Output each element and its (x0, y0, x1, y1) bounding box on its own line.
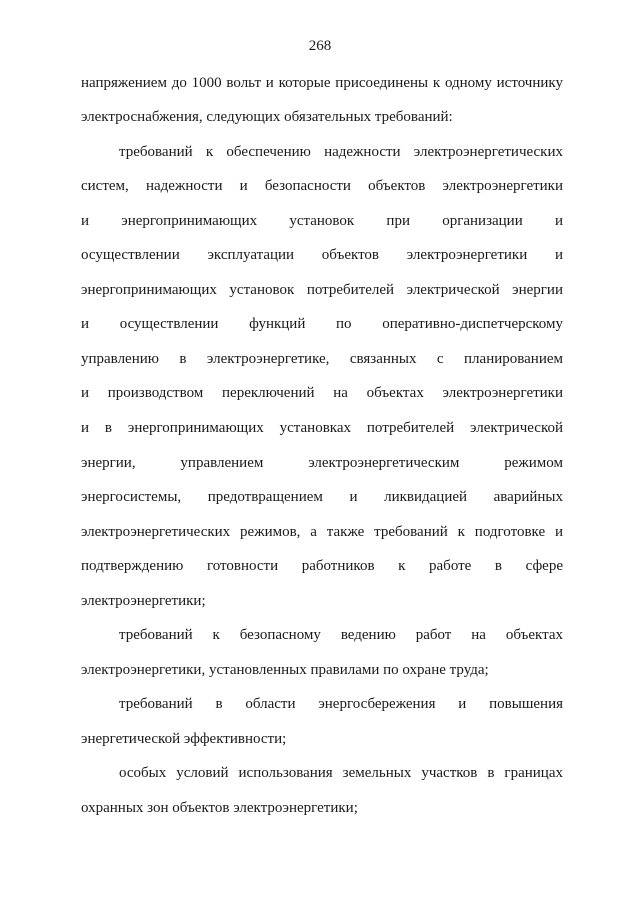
text-line: управлению в электроэнергетике, связанных с планированием (81, 351, 563, 367)
text-line: электроснабжения, следующих обязательных требований: (81, 109, 453, 125)
text-line: электроэнергетики, установленных правилами по охране труда; (81, 662, 489, 678)
text-line: энергетической эффективности; (81, 731, 287, 747)
text-line: электроэнергетики; (81, 593, 206, 609)
text-line: и в энергопринимающих установках потребителей электрической (81, 420, 563, 436)
page-number: 268 (308, 38, 332, 54)
text-line: и производством переключений на объектах электроэнергетики (81, 385, 563, 401)
text-line: энергии, управлением электроэнергетическим режимом (81, 455, 563, 471)
text-line: охранных зон объектов электроэнергетики; (81, 800, 358, 816)
text-line: подтверждению готовности работников к работе в сфере (81, 558, 563, 574)
text-line: особых условий использования земельных участков в границах (119, 765, 563, 781)
text-line: требований к обеспечению надежности электроэнергетических (119, 144, 563, 160)
text-line: энергосистемы, предотвращением и ликвидацией аварийных (81, 489, 563, 505)
text-line: и осуществлении функций по оперативно-диспетчерскому (81, 316, 563, 332)
text-line: систем, надежности и безопасности объектов электроэнергетики (81, 178, 563, 194)
text-line: требований к безопасному ведению работ на объектах (119, 627, 563, 643)
text-line: и энергопринимающих установок при организации и (81, 213, 563, 229)
text-line: энергопринимающих установок потребителей электрической энергии (81, 282, 563, 298)
text-line: электроэнергетических режимов, а также требований к подготовке и (81, 524, 563, 540)
text-line: напряжением до 1000 вольт и которые присоединены к одному источнику (81, 75, 563, 91)
text-line: осуществлении эксплуатации объектов электроэнергетики и (81, 247, 563, 263)
text-line: требований в области энергосбережения и повышения (119, 696, 563, 712)
